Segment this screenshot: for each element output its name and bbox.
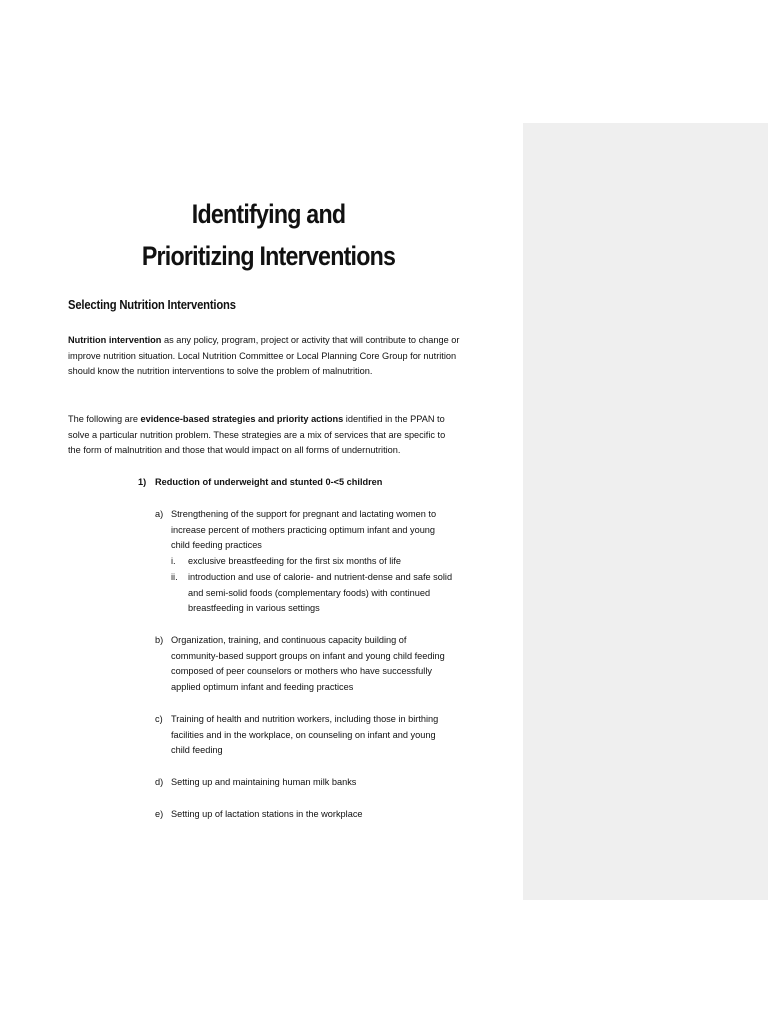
paragraph2-text: identified in the PPAN to solve a particular nutrition problem. These strategies are a mix of services that are specific to the form of malnutrition and those that would impact on all forms of undernutrition.	[68, 414, 446, 456]
sub-item-text: introduction and use of calorie- and nutrient-dense and safe solid and semi-solid foods (complementary foods) with continued breastfeeding in various settings	[188, 571, 453, 614]
page-title	[104, 193, 433, 277]
list-item-text: Strengthening of the support for pregnant and lactating women to increase percent of mothers practicing optimum infant and young child feeding practices	[171, 509, 437, 551]
list-item-text: Setting up of lactation stations in the workplace	[171, 809, 363, 819]
list-item-text: Setting up and maintaining human milk banks	[171, 777, 357, 787]
title-line-1: Identifying and	[191, 199, 346, 229]
list-item-marker: a)	[155, 509, 164, 519]
list-item-text: Organization, training, and continuous capacity building of community-based support groups on infant and young child feeding composed of peer counselors or mothers who have successfully applied optimum infant and feeding practices	[171, 635, 445, 693]
sub-item-i	[171, 554, 455, 570]
paragraph-strategies	[68, 412, 460, 459]
sub-item-marker: ii.	[171, 571, 178, 582]
list-item-a	[155, 507, 455, 617]
section-heading: Selecting Nutrition Interventions	[68, 298, 236, 312]
paragraph2-bold: evidence-based strategies and priority actions	[140, 414, 344, 424]
paragraph1-bold-lead: Nutrition intervention	[68, 335, 162, 345]
comment-margin-pane	[523, 123, 768, 900]
list-item-text: Training of health and nutrition workers, including those in birthing facilities and in the workplace, on counseling on infant and young child feeding	[171, 714, 439, 756]
list-item-d	[155, 775, 455, 791]
list-item-marker: e)	[155, 809, 164, 819]
numbered-item-1	[138, 475, 382, 491]
list-item-marker: d)	[155, 777, 164, 787]
numbered-item-number: 1)	[138, 477, 147, 487]
list-item-c	[155, 712, 455, 759]
list-item-marker: b)	[155, 635, 164, 645]
sub-item-marker: i.	[171, 556, 176, 567]
list-item-marker: c)	[155, 714, 163, 724]
list-item-b	[155, 633, 455, 696]
sub-item-text: exclusive breastfeeding for the first six months of life	[188, 556, 401, 567]
numbered-item-label: Reduction of underweight and stunted 0-<5 children	[155, 477, 383, 487]
paragraph2-lead: The following are	[68, 414, 141, 424]
title-line-2: Prioritizing Interventions	[141, 241, 396, 271]
list-item-e	[155, 807, 455, 823]
paragraph-nutrition-intervention	[68, 333, 460, 380]
paragraph1-text: as any policy, program, project or activity that will contribute to change or improve nutrition situation. Local Nutrition Committee or Local Planning Core Group for nutrition should know the nutrition interventions to solve the problem of malnutrition.	[68, 335, 460, 377]
sub-item-ii	[171, 570, 455, 617]
